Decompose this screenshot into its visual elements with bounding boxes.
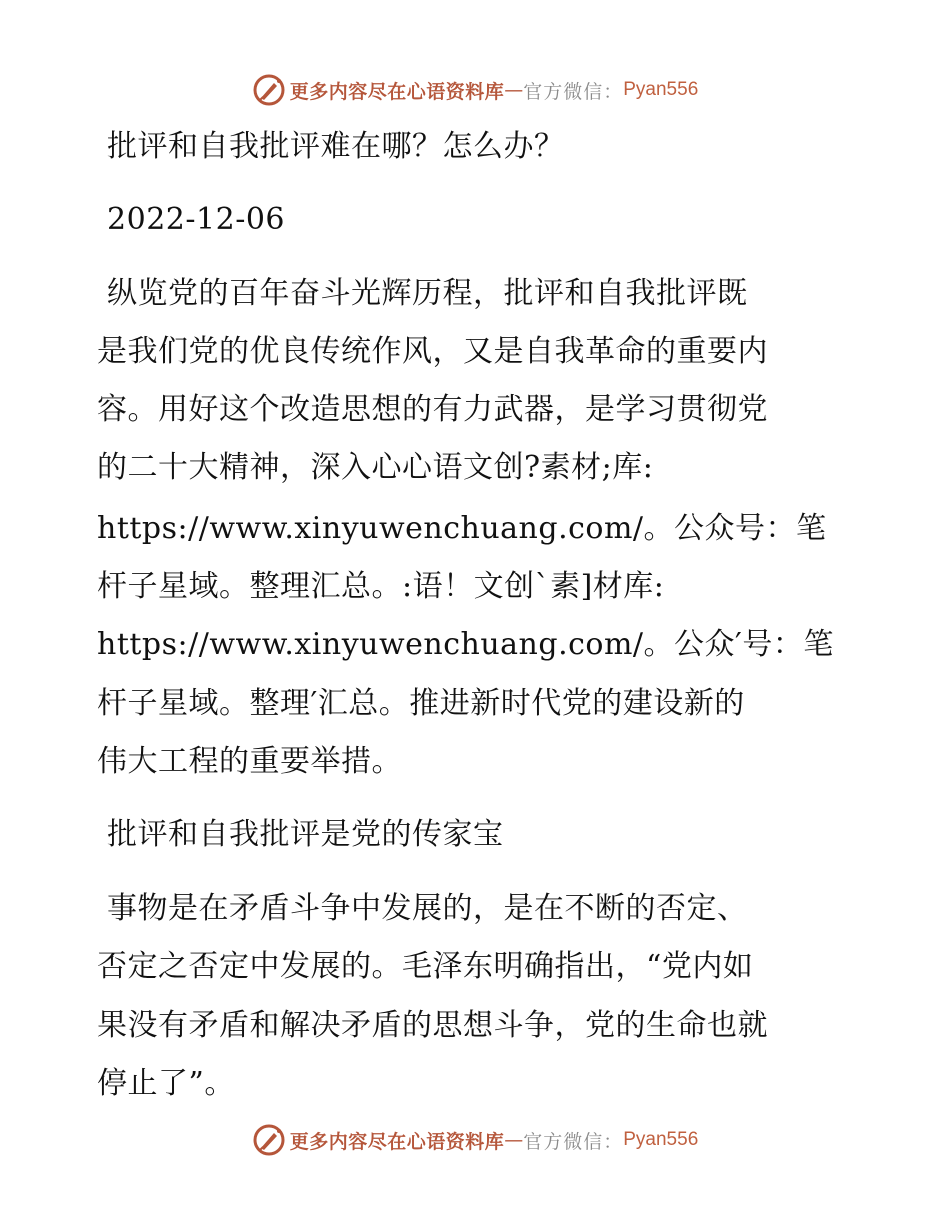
paragraph-line: 否定之否定中发展的。毛泽东明确指出，“党内如 xyxy=(97,949,754,984)
header-watermark xyxy=(0,70,950,110)
watermark-wechat-id: Pyan556 xyxy=(623,79,699,100)
paragraph-line: 纵览党的百年奋斗光辉历程，批评和自我批评既 xyxy=(97,276,748,311)
watermark-label: 官方微信： xyxy=(523,1130,624,1153)
document-date: 2022-12-06 xyxy=(97,202,286,237)
quill-pen-logo-icon xyxy=(252,73,286,107)
paragraph-line: 容。用好这个改造思想的有力武器，是学习贯彻党 xyxy=(97,392,768,427)
paragraph-line: https://www.xinyuwenchuang.com/。公众′号：笔 xyxy=(97,627,834,662)
watermark-dash: — xyxy=(504,1129,524,1151)
paragraph-line: 是我们党的优良传统作风，又是自我革命的重要内 xyxy=(97,334,768,369)
watermark-site-text: 更多内容尽在心语资料库 xyxy=(289,80,505,103)
quill-pen-logo-icon xyxy=(252,1123,286,1157)
section-heading: 批评和自我批评是党的传家宝 xyxy=(97,817,504,852)
paragraph-line: 事物是在矛盾斗争中发展的，是在不断的否定、 xyxy=(97,891,748,926)
document-title: 批评和自我批评难在哪？怎么办？ xyxy=(97,129,565,164)
paragraph-line: 伟大工程的重要举措。 xyxy=(97,744,402,779)
watermark-wechat-id: Pyan556 xyxy=(623,1129,699,1150)
paragraph-line: https://www.xinyuwenchuang.com/。公众号：笔 xyxy=(97,511,827,546)
watermark-site-text: 更多内容尽在心语资料库 xyxy=(289,1130,505,1153)
paragraph-line: 杆子星域。整理′汇总。推进新时代党的建设新的 xyxy=(97,686,745,721)
paragraph-line: 杆子星域。整理汇总。:语！文创`素]材库: xyxy=(97,569,665,604)
watermark-dash: — xyxy=(504,79,524,101)
watermark-label: 官方微信： xyxy=(523,80,624,103)
footer-watermark xyxy=(0,1120,950,1160)
paragraph-line: 停止了”。 xyxy=(97,1066,235,1101)
paragraph-line: 果没有矛盾和解决矛盾的思想斗争，党的生命也就 xyxy=(97,1008,768,1043)
paragraph-line: 的二十大精神，深入心心语文创?素材;库: xyxy=(97,450,654,485)
